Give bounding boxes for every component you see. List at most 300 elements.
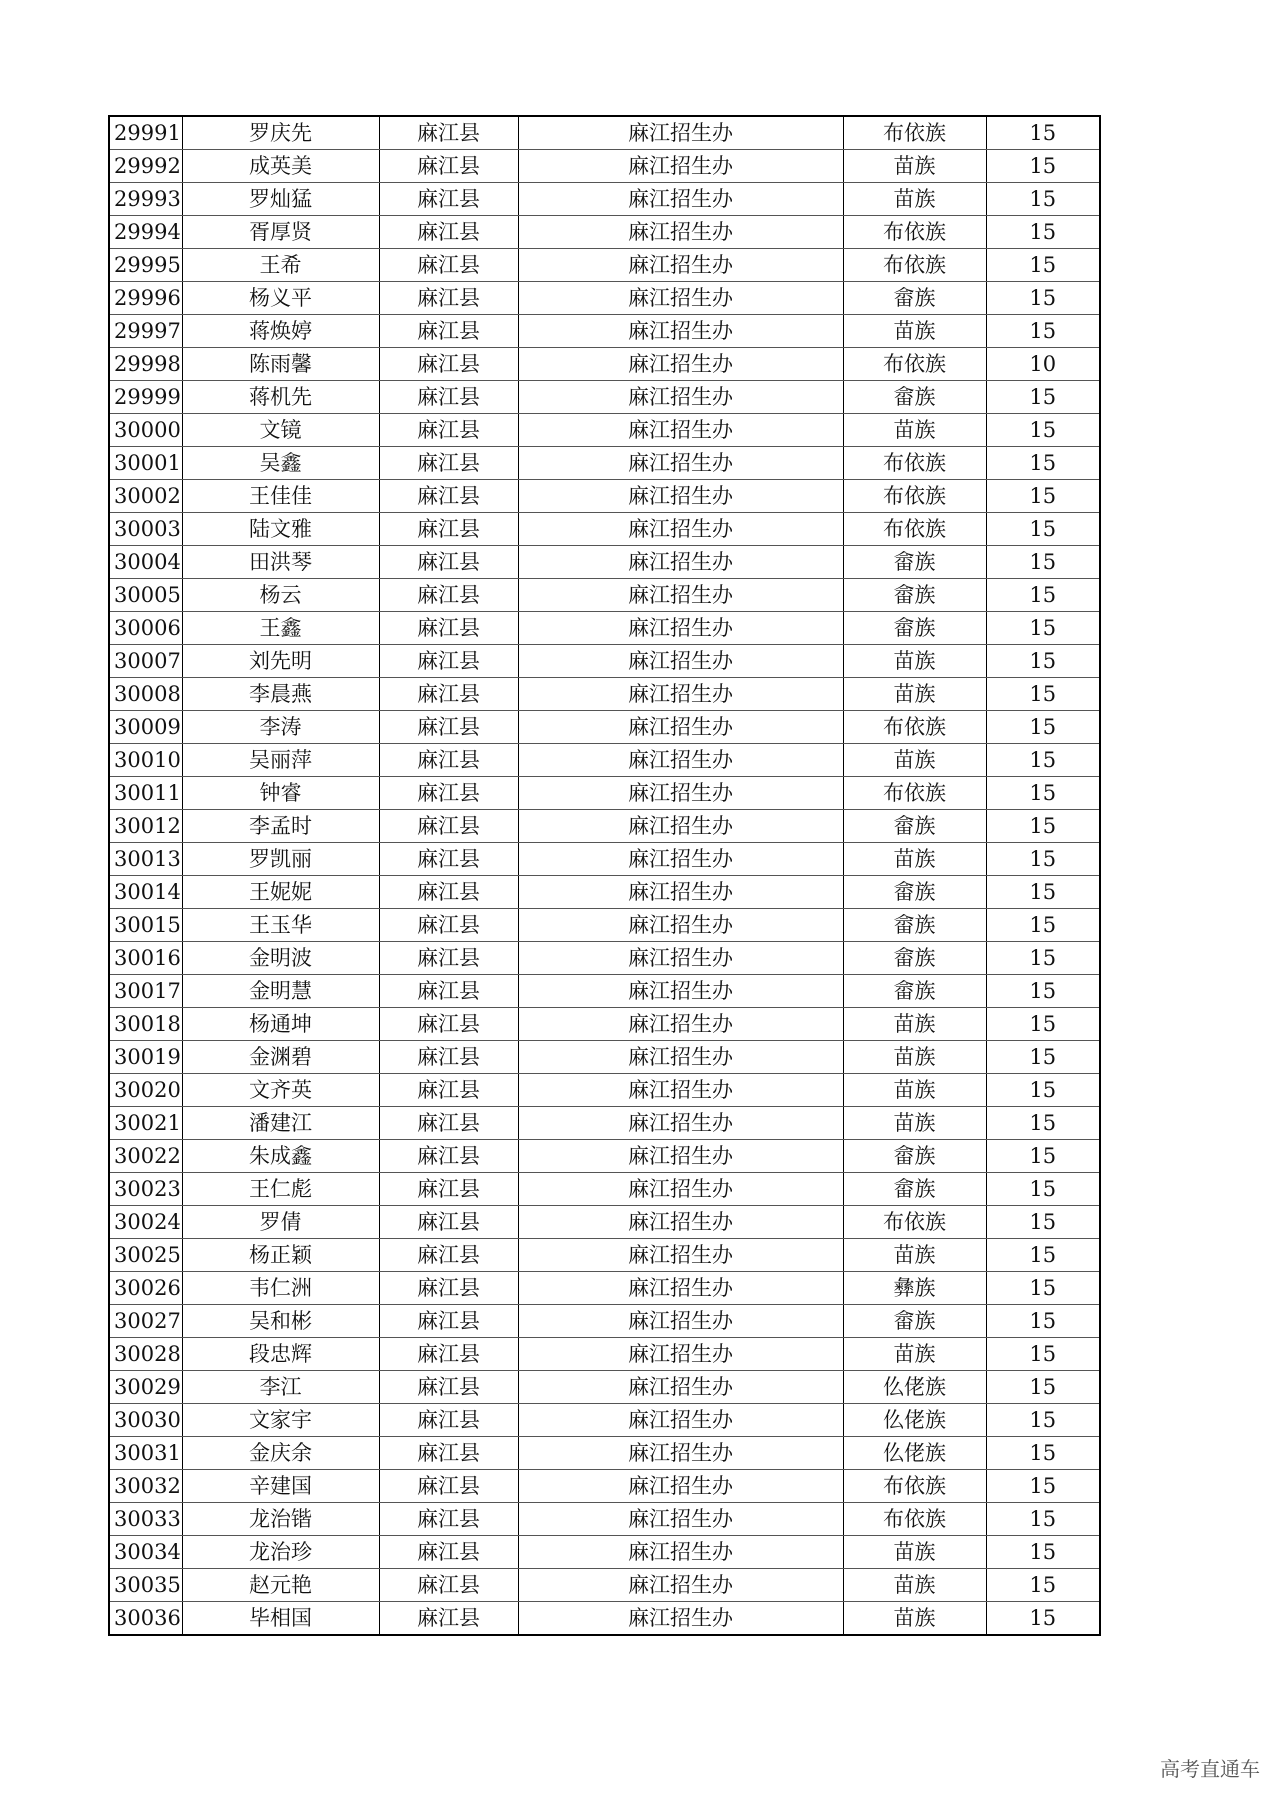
- name-cell: 蒋焕婷: [182, 315, 379, 348]
- name-cell: 王佳佳: [182, 480, 379, 513]
- table-row: [109, 1107, 1100, 1140]
- office-cell: 麻江招生办: [518, 1305, 843, 1338]
- county-cell: 麻江县: [379, 1008, 518, 1041]
- ethnicity-cell: 布依族: [843, 513, 986, 546]
- table-row: [109, 1074, 1100, 1107]
- ethnicity-cell: 苗族: [843, 645, 986, 678]
- office-cell: 麻江招生办: [518, 447, 843, 480]
- name-cell: 王玉华: [182, 909, 379, 942]
- county-cell: 麻江县: [379, 645, 518, 678]
- name-cell: 金明波: [182, 942, 379, 975]
- ethnicity-cell: 布依族: [843, 777, 986, 810]
- ethnicity-cell: 苗族: [843, 150, 986, 183]
- county-cell: 麻江县: [379, 414, 518, 447]
- county-cell: 麻江县: [379, 1437, 518, 1470]
- office-cell: 麻江招生办: [518, 249, 843, 282]
- id-cell: 29994: [109, 216, 182, 249]
- id-cell: 29993: [109, 183, 182, 216]
- id-cell: 30015: [109, 909, 182, 942]
- score-cell: 15: [986, 1074, 1100, 1107]
- score-cell: 15: [986, 480, 1100, 513]
- score-cell: 15: [986, 1371, 1100, 1404]
- ethnicity-cell: 仫佬族: [843, 1437, 986, 1470]
- id-cell: 30019: [109, 1041, 182, 1074]
- ethnicity-cell: 畲族: [843, 282, 986, 315]
- name-cell: 龙治锴: [182, 1503, 379, 1536]
- ethnicity-cell: 苗族: [843, 744, 986, 777]
- ethnicity-cell: 苗族: [843, 1536, 986, 1569]
- ethnicity-cell: 苗族: [843, 414, 986, 447]
- name-cell: 文家宇: [182, 1404, 379, 1437]
- id-cell: 30017: [109, 975, 182, 1008]
- ethnicity-cell: 苗族: [843, 1569, 986, 1602]
- id-cell: 30012: [109, 810, 182, 843]
- office-cell: 麻江招生办: [518, 1404, 843, 1437]
- county-cell: 麻江县: [379, 1107, 518, 1140]
- table-row: [109, 777, 1100, 810]
- office-cell: 麻江招生办: [518, 678, 843, 711]
- office-cell: 麻江招生办: [518, 1272, 843, 1305]
- table-row: [109, 546, 1100, 579]
- score-cell: 15: [986, 1140, 1100, 1173]
- office-cell: 麻江招生办: [518, 1470, 843, 1503]
- name-cell: 罗庆先: [182, 116, 379, 150]
- name-cell: 文齐英: [182, 1074, 379, 1107]
- county-cell: 麻江县: [379, 513, 518, 546]
- ethnicity-cell: 苗族: [843, 183, 986, 216]
- ethnicity-cell: 布依族: [843, 1470, 986, 1503]
- name-cell: 吴鑫: [182, 447, 379, 480]
- county-cell: 麻江县: [379, 1206, 518, 1239]
- office-cell: 麻江招生办: [518, 612, 843, 645]
- name-cell: 吴和彬: [182, 1305, 379, 1338]
- score-cell: 15: [986, 1272, 1100, 1305]
- county-cell: 麻江县: [379, 843, 518, 876]
- id-cell: 30030: [109, 1404, 182, 1437]
- ethnicity-cell: 畲族: [843, 1173, 986, 1206]
- name-cell: 金庆余: [182, 1437, 379, 1470]
- table-row: [109, 1602, 1100, 1636]
- name-cell: 钟睿: [182, 777, 379, 810]
- county-cell: 麻江县: [379, 216, 518, 249]
- ethnicity-cell: 畲族: [843, 810, 986, 843]
- name-cell: 辛建国: [182, 1470, 379, 1503]
- county-cell: 麻江县: [379, 1041, 518, 1074]
- office-cell: 麻江招生办: [518, 546, 843, 579]
- name-cell: 田洪琴: [182, 546, 379, 579]
- name-cell: 王仁彪: [182, 1173, 379, 1206]
- score-cell: 15: [986, 1173, 1100, 1206]
- name-cell: 王妮妮: [182, 876, 379, 909]
- county-cell: 麻江县: [379, 744, 518, 777]
- county-cell: 麻江县: [379, 810, 518, 843]
- ethnicity-cell: 苗族: [843, 315, 986, 348]
- table-row: [109, 1470, 1100, 1503]
- table-row: [109, 150, 1100, 183]
- county-cell: 麻江县: [379, 150, 518, 183]
- table-row: [109, 810, 1100, 843]
- ethnicity-cell: 彝族: [843, 1272, 986, 1305]
- ethnicity-cell: 苗族: [843, 678, 986, 711]
- name-cell: 韦仁洲: [182, 1272, 379, 1305]
- id-cell: 30003: [109, 513, 182, 546]
- name-cell: 吴丽萍: [182, 744, 379, 777]
- table-row: [109, 942, 1100, 975]
- office-cell: 麻江招生办: [518, 645, 843, 678]
- ethnicity-cell: 畲族: [843, 579, 986, 612]
- ethnicity-cell: 布依族: [843, 216, 986, 249]
- office-cell: 麻江招生办: [518, 183, 843, 216]
- county-cell: 麻江县: [379, 315, 518, 348]
- id-cell: 29997: [109, 315, 182, 348]
- name-cell: 朱成鑫: [182, 1140, 379, 1173]
- office-cell: 麻江招生办: [518, 1041, 843, 1074]
- score-cell: 15: [986, 513, 1100, 546]
- roster-body: [109, 116, 1100, 1635]
- table-row: [109, 678, 1100, 711]
- ethnicity-cell: 苗族: [843, 1041, 986, 1074]
- table-row: [109, 1503, 1100, 1536]
- county-cell: 麻江县: [379, 975, 518, 1008]
- id-cell: 30014: [109, 876, 182, 909]
- id-cell: 30020: [109, 1074, 182, 1107]
- county-cell: 麻江县: [379, 1536, 518, 1569]
- ethnicity-cell: 布依族: [843, 711, 986, 744]
- id-cell: 30024: [109, 1206, 182, 1239]
- table-row: [109, 315, 1100, 348]
- id-cell: 29999: [109, 381, 182, 414]
- roster-table: [108, 115, 1101, 1636]
- ethnicity-cell: 畲族: [843, 909, 986, 942]
- score-cell: 15: [986, 1008, 1100, 1041]
- name-cell: 蒋机先: [182, 381, 379, 414]
- county-cell: 麻江县: [379, 909, 518, 942]
- ethnicity-cell: 畲族: [843, 1140, 986, 1173]
- score-cell: 15: [986, 546, 1100, 579]
- ethnicity-cell: 苗族: [843, 843, 986, 876]
- name-cell: 王希: [182, 249, 379, 282]
- office-cell: 麻江招生办: [518, 909, 843, 942]
- ethnicity-cell: 苗族: [843, 1338, 986, 1371]
- name-cell: 段忠辉: [182, 1338, 379, 1371]
- name-cell: 李晨燕: [182, 678, 379, 711]
- ethnicity-cell: 布依族: [843, 348, 986, 381]
- score-cell: 15: [986, 249, 1100, 282]
- score-cell: 15: [986, 1206, 1100, 1239]
- county-cell: 麻江县: [379, 1305, 518, 1338]
- table-row: [109, 1404, 1100, 1437]
- id-cell: 30016: [109, 942, 182, 975]
- id-cell: 30008: [109, 678, 182, 711]
- score-cell: 15: [986, 1041, 1100, 1074]
- score-cell: 15: [986, 381, 1100, 414]
- ethnicity-cell: 布依族: [843, 249, 986, 282]
- score-cell: 15: [986, 1239, 1100, 1272]
- id-cell: 30022: [109, 1140, 182, 1173]
- table-row: [109, 1140, 1100, 1173]
- office-cell: 麻江招生办: [518, 744, 843, 777]
- id-cell: 30021: [109, 1107, 182, 1140]
- score-cell: 15: [986, 711, 1100, 744]
- ethnicity-cell: 布依族: [843, 1503, 986, 1536]
- id-cell: 30009: [109, 711, 182, 744]
- score-cell: 15: [986, 1404, 1100, 1437]
- name-cell: 陆文雅: [182, 513, 379, 546]
- county-cell: 麻江县: [379, 1470, 518, 1503]
- county-cell: 麻江县: [379, 1602, 518, 1636]
- ethnicity-cell: 布依族: [843, 116, 986, 150]
- table-row: [109, 1338, 1100, 1371]
- id-cell: 29996: [109, 282, 182, 315]
- id-cell: 30018: [109, 1008, 182, 1041]
- score-cell: 15: [986, 843, 1100, 876]
- name-cell: 赵元艳: [182, 1569, 379, 1602]
- score-cell: 10: [986, 348, 1100, 381]
- name-cell: 李孟时: [182, 810, 379, 843]
- table-row: [109, 744, 1100, 777]
- county-cell: 麻江县: [379, 183, 518, 216]
- office-cell: 麻江招生办: [518, 777, 843, 810]
- office-cell: 麻江招生办: [518, 876, 843, 909]
- score-cell: 15: [986, 612, 1100, 645]
- county-cell: 麻江县: [379, 942, 518, 975]
- score-cell: 15: [986, 216, 1100, 249]
- id-cell: 29992: [109, 150, 182, 183]
- score-cell: 15: [986, 579, 1100, 612]
- table-row: [109, 711, 1100, 744]
- table-row: [109, 645, 1100, 678]
- office-cell: 麻江招生办: [518, 1107, 843, 1140]
- ethnicity-cell: 布依族: [843, 480, 986, 513]
- office-cell: 麻江招生办: [518, 282, 843, 315]
- score-cell: 15: [986, 975, 1100, 1008]
- id-cell: 30025: [109, 1239, 182, 1272]
- office-cell: 麻江招生办: [518, 1173, 843, 1206]
- name-cell: 李涛: [182, 711, 379, 744]
- office-cell: 麻江招生办: [518, 1206, 843, 1239]
- ethnicity-cell: 仫佬族: [843, 1404, 986, 1437]
- table-row: [109, 1272, 1100, 1305]
- county-cell: 麻江县: [379, 546, 518, 579]
- name-cell: 潘建江: [182, 1107, 379, 1140]
- county-cell: 麻江县: [379, 579, 518, 612]
- county-cell: 麻江县: [379, 480, 518, 513]
- id-cell: 29991: [109, 116, 182, 150]
- id-cell: 29998: [109, 348, 182, 381]
- name-cell: 金渊碧: [182, 1041, 379, 1074]
- name-cell: 王鑫: [182, 612, 379, 645]
- table-row: [109, 513, 1100, 546]
- id-cell: 30035: [109, 1569, 182, 1602]
- score-cell: 15: [986, 645, 1100, 678]
- score-cell: 15: [986, 810, 1100, 843]
- table-row: [109, 480, 1100, 513]
- office-cell: 麻江招生办: [518, 1503, 843, 1536]
- score-cell: 15: [986, 183, 1100, 216]
- id-cell: 30033: [109, 1503, 182, 1536]
- score-cell: 15: [986, 1338, 1100, 1371]
- id-cell: 30029: [109, 1371, 182, 1404]
- score-cell: 15: [986, 414, 1100, 447]
- table-row: [109, 116, 1100, 150]
- score-cell: 15: [986, 1437, 1100, 1470]
- office-cell: 麻江招生办: [518, 116, 843, 150]
- table-row: [109, 612, 1100, 645]
- table-row: [109, 975, 1100, 1008]
- office-cell: 麻江招生办: [518, 150, 843, 183]
- office-cell: 麻江招生办: [518, 1569, 843, 1602]
- id-cell: 30026: [109, 1272, 182, 1305]
- table-row: [109, 1041, 1100, 1074]
- score-cell: 15: [986, 1305, 1100, 1338]
- name-cell: 杨通坤: [182, 1008, 379, 1041]
- score-cell: 15: [986, 1107, 1100, 1140]
- table-row: [109, 282, 1100, 315]
- county-cell: 麻江县: [379, 381, 518, 414]
- score-cell: 15: [986, 744, 1100, 777]
- county-cell: 麻江县: [379, 711, 518, 744]
- office-cell: 麻江招生办: [518, 1602, 843, 1636]
- id-cell: 30032: [109, 1470, 182, 1503]
- office-cell: 麻江招生办: [518, 810, 843, 843]
- office-cell: 麻江招生办: [518, 348, 843, 381]
- ethnicity-cell: 畲族: [843, 975, 986, 1008]
- table-row: [109, 216, 1100, 249]
- name-cell: 龙治珍: [182, 1536, 379, 1569]
- name-cell: 刘先明: [182, 645, 379, 678]
- id-cell: 30028: [109, 1338, 182, 1371]
- office-cell: 麻江招生办: [518, 1338, 843, 1371]
- county-cell: 麻江县: [379, 1338, 518, 1371]
- office-cell: 麻江招生办: [518, 711, 843, 744]
- office-cell: 麻江招生办: [518, 1239, 843, 1272]
- office-cell: 麻江招生办: [518, 381, 843, 414]
- score-cell: 15: [986, 1503, 1100, 1536]
- ethnicity-cell: 布依族: [843, 447, 986, 480]
- id-cell: 30004: [109, 546, 182, 579]
- table-row: [109, 1569, 1100, 1602]
- ethnicity-cell: 苗族: [843, 1239, 986, 1272]
- office-cell: 麻江招生办: [518, 480, 843, 513]
- table-row: [109, 348, 1100, 381]
- score-cell: 15: [986, 447, 1100, 480]
- office-cell: 麻江招生办: [518, 975, 843, 1008]
- score-cell: 15: [986, 1569, 1100, 1602]
- office-cell: 麻江招生办: [518, 1140, 843, 1173]
- table-row: [109, 1437, 1100, 1470]
- office-cell: 麻江招生办: [518, 315, 843, 348]
- name-cell: 杨正颖: [182, 1239, 379, 1272]
- score-cell: 15: [986, 1602, 1100, 1636]
- id-cell: 30034: [109, 1536, 182, 1569]
- county-cell: 麻江县: [379, 249, 518, 282]
- score-cell: 15: [986, 282, 1100, 315]
- county-cell: 麻江县: [379, 1272, 518, 1305]
- table-row: [109, 183, 1100, 216]
- county-cell: 麻江县: [379, 876, 518, 909]
- county-cell: 麻江县: [379, 678, 518, 711]
- ethnicity-cell: 苗族: [843, 1074, 986, 1107]
- score-cell: 15: [986, 116, 1100, 150]
- name-cell: 陈雨馨: [182, 348, 379, 381]
- table-row: [109, 381, 1100, 414]
- name-cell: 罗灿猛: [182, 183, 379, 216]
- office-cell: 麻江招生办: [518, 513, 843, 546]
- name-cell: 杨云: [182, 579, 379, 612]
- id-cell: 30011: [109, 777, 182, 810]
- county-cell: 麻江县: [379, 348, 518, 381]
- table-row: [109, 579, 1100, 612]
- id-cell: 30002: [109, 480, 182, 513]
- name-cell: 罗凯丽: [182, 843, 379, 876]
- score-cell: 15: [986, 942, 1100, 975]
- score-cell: 15: [986, 909, 1100, 942]
- ethnicity-cell: 苗族: [843, 1602, 986, 1636]
- office-cell: 麻江招生办: [518, 843, 843, 876]
- id-cell: 30027: [109, 1305, 182, 1338]
- ethnicity-cell: 畲族: [843, 942, 986, 975]
- county-cell: 麻江县: [379, 1173, 518, 1206]
- table-row: [109, 1173, 1100, 1206]
- county-cell: 麻江县: [379, 282, 518, 315]
- county-cell: 麻江县: [379, 447, 518, 480]
- name-cell: 李江: [182, 1371, 379, 1404]
- office-cell: 麻江招生办: [518, 216, 843, 249]
- table-row: [109, 909, 1100, 942]
- table-row: [109, 1536, 1100, 1569]
- id-cell: 30001: [109, 447, 182, 480]
- name-cell: 金明慧: [182, 975, 379, 1008]
- county-cell: 麻江县: [379, 116, 518, 150]
- table-row: [109, 447, 1100, 480]
- office-cell: 麻江招生办: [518, 1371, 843, 1404]
- county-cell: 麻江县: [379, 777, 518, 810]
- office-cell: 麻江招生办: [518, 1536, 843, 1569]
- table-row: [109, 1206, 1100, 1239]
- county-cell: 麻江县: [379, 1074, 518, 1107]
- table-row: [109, 414, 1100, 447]
- county-cell: 麻江县: [379, 1239, 518, 1272]
- county-cell: 麻江县: [379, 1569, 518, 1602]
- table-row: [109, 249, 1100, 282]
- ethnicity-cell: 苗族: [843, 1008, 986, 1041]
- table-row: [109, 876, 1100, 909]
- county-cell: 麻江县: [379, 1371, 518, 1404]
- name-cell: 胥厚贤: [182, 216, 379, 249]
- id-cell: 30000: [109, 414, 182, 447]
- office-cell: 麻江招生办: [518, 1008, 843, 1041]
- office-cell: 麻江招生办: [518, 579, 843, 612]
- county-cell: 麻江县: [379, 1503, 518, 1536]
- id-cell: 30006: [109, 612, 182, 645]
- ethnicity-cell: 畲族: [843, 876, 986, 909]
- score-cell: 15: [986, 1470, 1100, 1503]
- name-cell: 罗倩: [182, 1206, 379, 1239]
- score-cell: 15: [986, 315, 1100, 348]
- ethnicity-cell: 苗族: [843, 1107, 986, 1140]
- score-cell: 15: [986, 150, 1100, 183]
- id-cell: 30005: [109, 579, 182, 612]
- id-cell: 29995: [109, 249, 182, 282]
- id-cell: 30007: [109, 645, 182, 678]
- table-row: [109, 1239, 1100, 1272]
- table-row: [109, 1371, 1100, 1404]
- name-cell: 成英美: [182, 150, 379, 183]
- office-cell: 麻江招生办: [518, 1437, 843, 1470]
- office-cell: 麻江招生办: [518, 414, 843, 447]
- id-cell: 30031: [109, 1437, 182, 1470]
- office-cell: 麻江招生办: [518, 942, 843, 975]
